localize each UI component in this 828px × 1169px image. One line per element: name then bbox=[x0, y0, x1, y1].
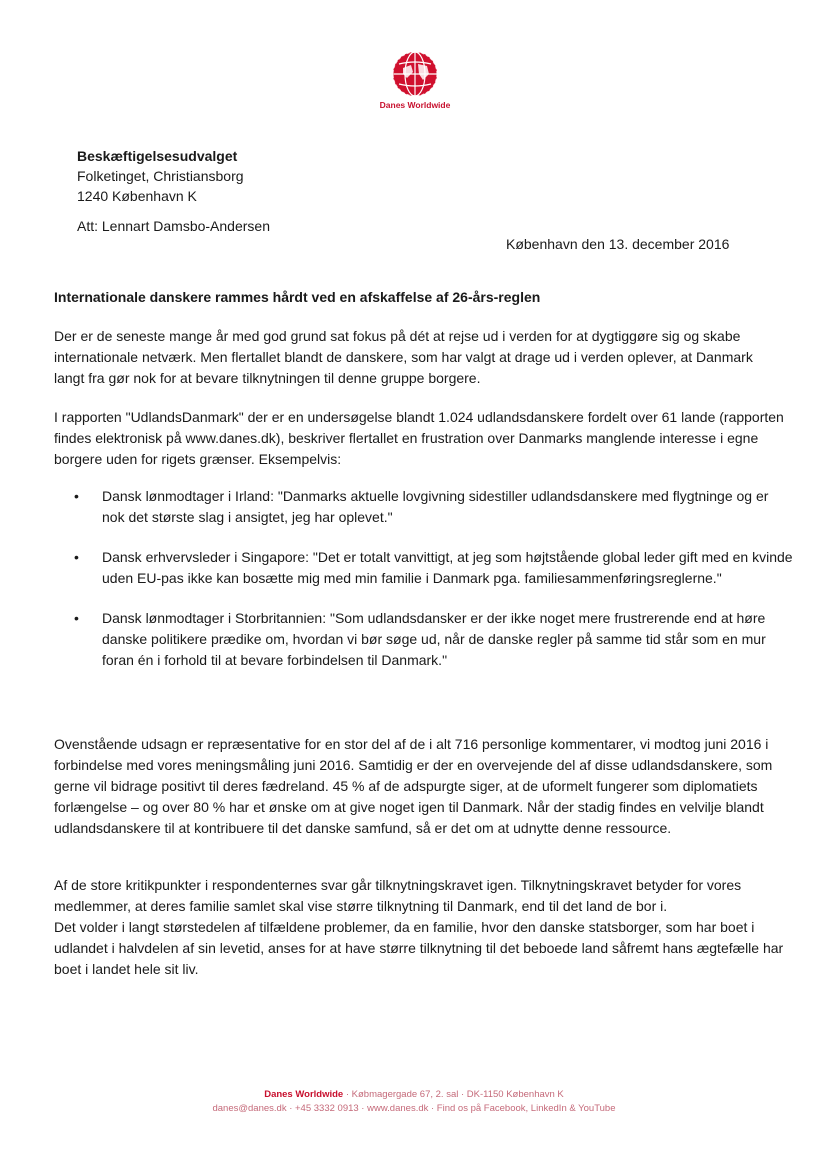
footer-contact: danes@danes.dk · +45 3332 0913 · www.danes.dk · Find os på Facebook, LinkedIn & YouTube bbox=[212, 1103, 616, 1114]
logo bbox=[380, 50, 450, 110]
quote-item bbox=[54, 547, 794, 589]
recipient-line1: Folketinget, Christiansborg bbox=[77, 168, 244, 184]
bullet-icon: • bbox=[74, 549, 79, 565]
footer-address: · Købmagergade 67, 2. sal · DK-1150 København K bbox=[343, 1089, 564, 1100]
recipient-org: Beskæftigelsesudvalget bbox=[77, 148, 238, 164]
recipient-address bbox=[77, 146, 244, 206]
quote-text: Dansk lønmodtager i Irland: "Danmarks aktuelle lovgivning sidestiller udlandsdanskere med flygtninge og er nok det største slag i ansigtet, jeg har oplevet." bbox=[102, 488, 769, 525]
criticism-section bbox=[54, 875, 784, 980]
criticism-paragraph: Af de store kritikpunkter i respondenternes svar går tilknytningskravet igen. Tilknytningskravet betyder for vores medlemmer, at deres familie samlet skal vise større tilknytning til Danmark, end til det land de bor i. bbox=[54, 877, 742, 914]
quote-item bbox=[54, 608, 794, 671]
footer-brand: Danes Worldwide bbox=[264, 1089, 344, 1100]
quote-item bbox=[54, 486, 794, 528]
quote-list bbox=[54, 486, 794, 690]
bullet-icon: • bbox=[74, 610, 79, 626]
quote-text: Dansk lønmodtager i Storbritannien: "Som udlandsdansker er der ikke noget mere frustrerende end at høre danske politikere prædike om, hvordan vi bør søge ud, når de danske regler på samme tid står som en mur foran én i forhold til at bevare forbindelsen til Danmark." bbox=[102, 610, 766, 668]
letter-date: København den 13. december 2016 bbox=[506, 236, 730, 252]
globe-logo-icon bbox=[391, 50, 439, 98]
logo-text: Danes Worldwide bbox=[379, 100, 451, 110]
intro-paragraph: Der er de seneste mange år med god grund sat fokus på dét at rejse ud i verden for at dygtiggøre sig og skabe internationale netværk. Men flertallet blandt de danskere, som har valgt at drage ud i verden oplever, at Danmark langt fra gør nok for at bevare tilknytningen til denne gruppe borgere. bbox=[54, 328, 753, 386]
quote-text: Dansk erhvervsleder i Singapore: "Det er totalt vanvittigt, at jeg som højtstående global leder gift med en kvinde uden EU-pas ikke kan bosætte mig med min familie i Danmark pga. familiesammenføringsreglerne." bbox=[102, 549, 793, 586]
attention-line: Att: Lennart Damsbo-Andersen bbox=[77, 218, 270, 234]
statistics-paragraph: Ovenstående udsagn er repræsentative for en stor del af de i alt 716 personlige kommentarer, vi modtog juni 2016 i forbindelse med vores meningsmåling juni 2016. Samtidig er der en overvejende del af disse udlandsdanskere, som gerne vil bidrage positivt til deres fædreland. 45 % af de adspurgte siger, at de uformelt fungerer som diplomatiets forlængelse – og over 80 % har et ønske om at give noget igen til Danmark. Når der stadig findes en velvilje blandt udlandsdanskere til at kontribuere til det danske samfund, så er det om at udnytte denne ressource. bbox=[54, 736, 773, 836]
report-paragraph: I rapporten "UdlandsDanmark" der er en undersøgelse blandt 1.024 udlandsdanskere fordelt over 61 lande (rapporten findes elektronisk på www.danes.dk), beskriver flertallet en frustration over Danmarks manglende interesse i egne borgere uden for rigets grænser. Eksempelvis: bbox=[54, 409, 784, 467]
footer bbox=[0, 1088, 828, 1116]
problem-paragraph: Det volder i langt størstedelen af tilfældene problemer, da en familie, hvor den danske statsborger, som har boet i udlandet i halvdelen af sin levetid, anses for at have større tilknytning til det beboede land såfremt hans ægtefælle har boet i landet hele sit liv. bbox=[54, 919, 784, 977]
bullet-icon: • bbox=[74, 488, 79, 504]
recipient-line2: 1240 København K bbox=[77, 188, 197, 204]
footer-line1 bbox=[0, 1088, 828, 1102]
letter-title: Internationale danskere rammes hårdt ved en afskaffelse af 26-års-reglen bbox=[54, 289, 541, 305]
